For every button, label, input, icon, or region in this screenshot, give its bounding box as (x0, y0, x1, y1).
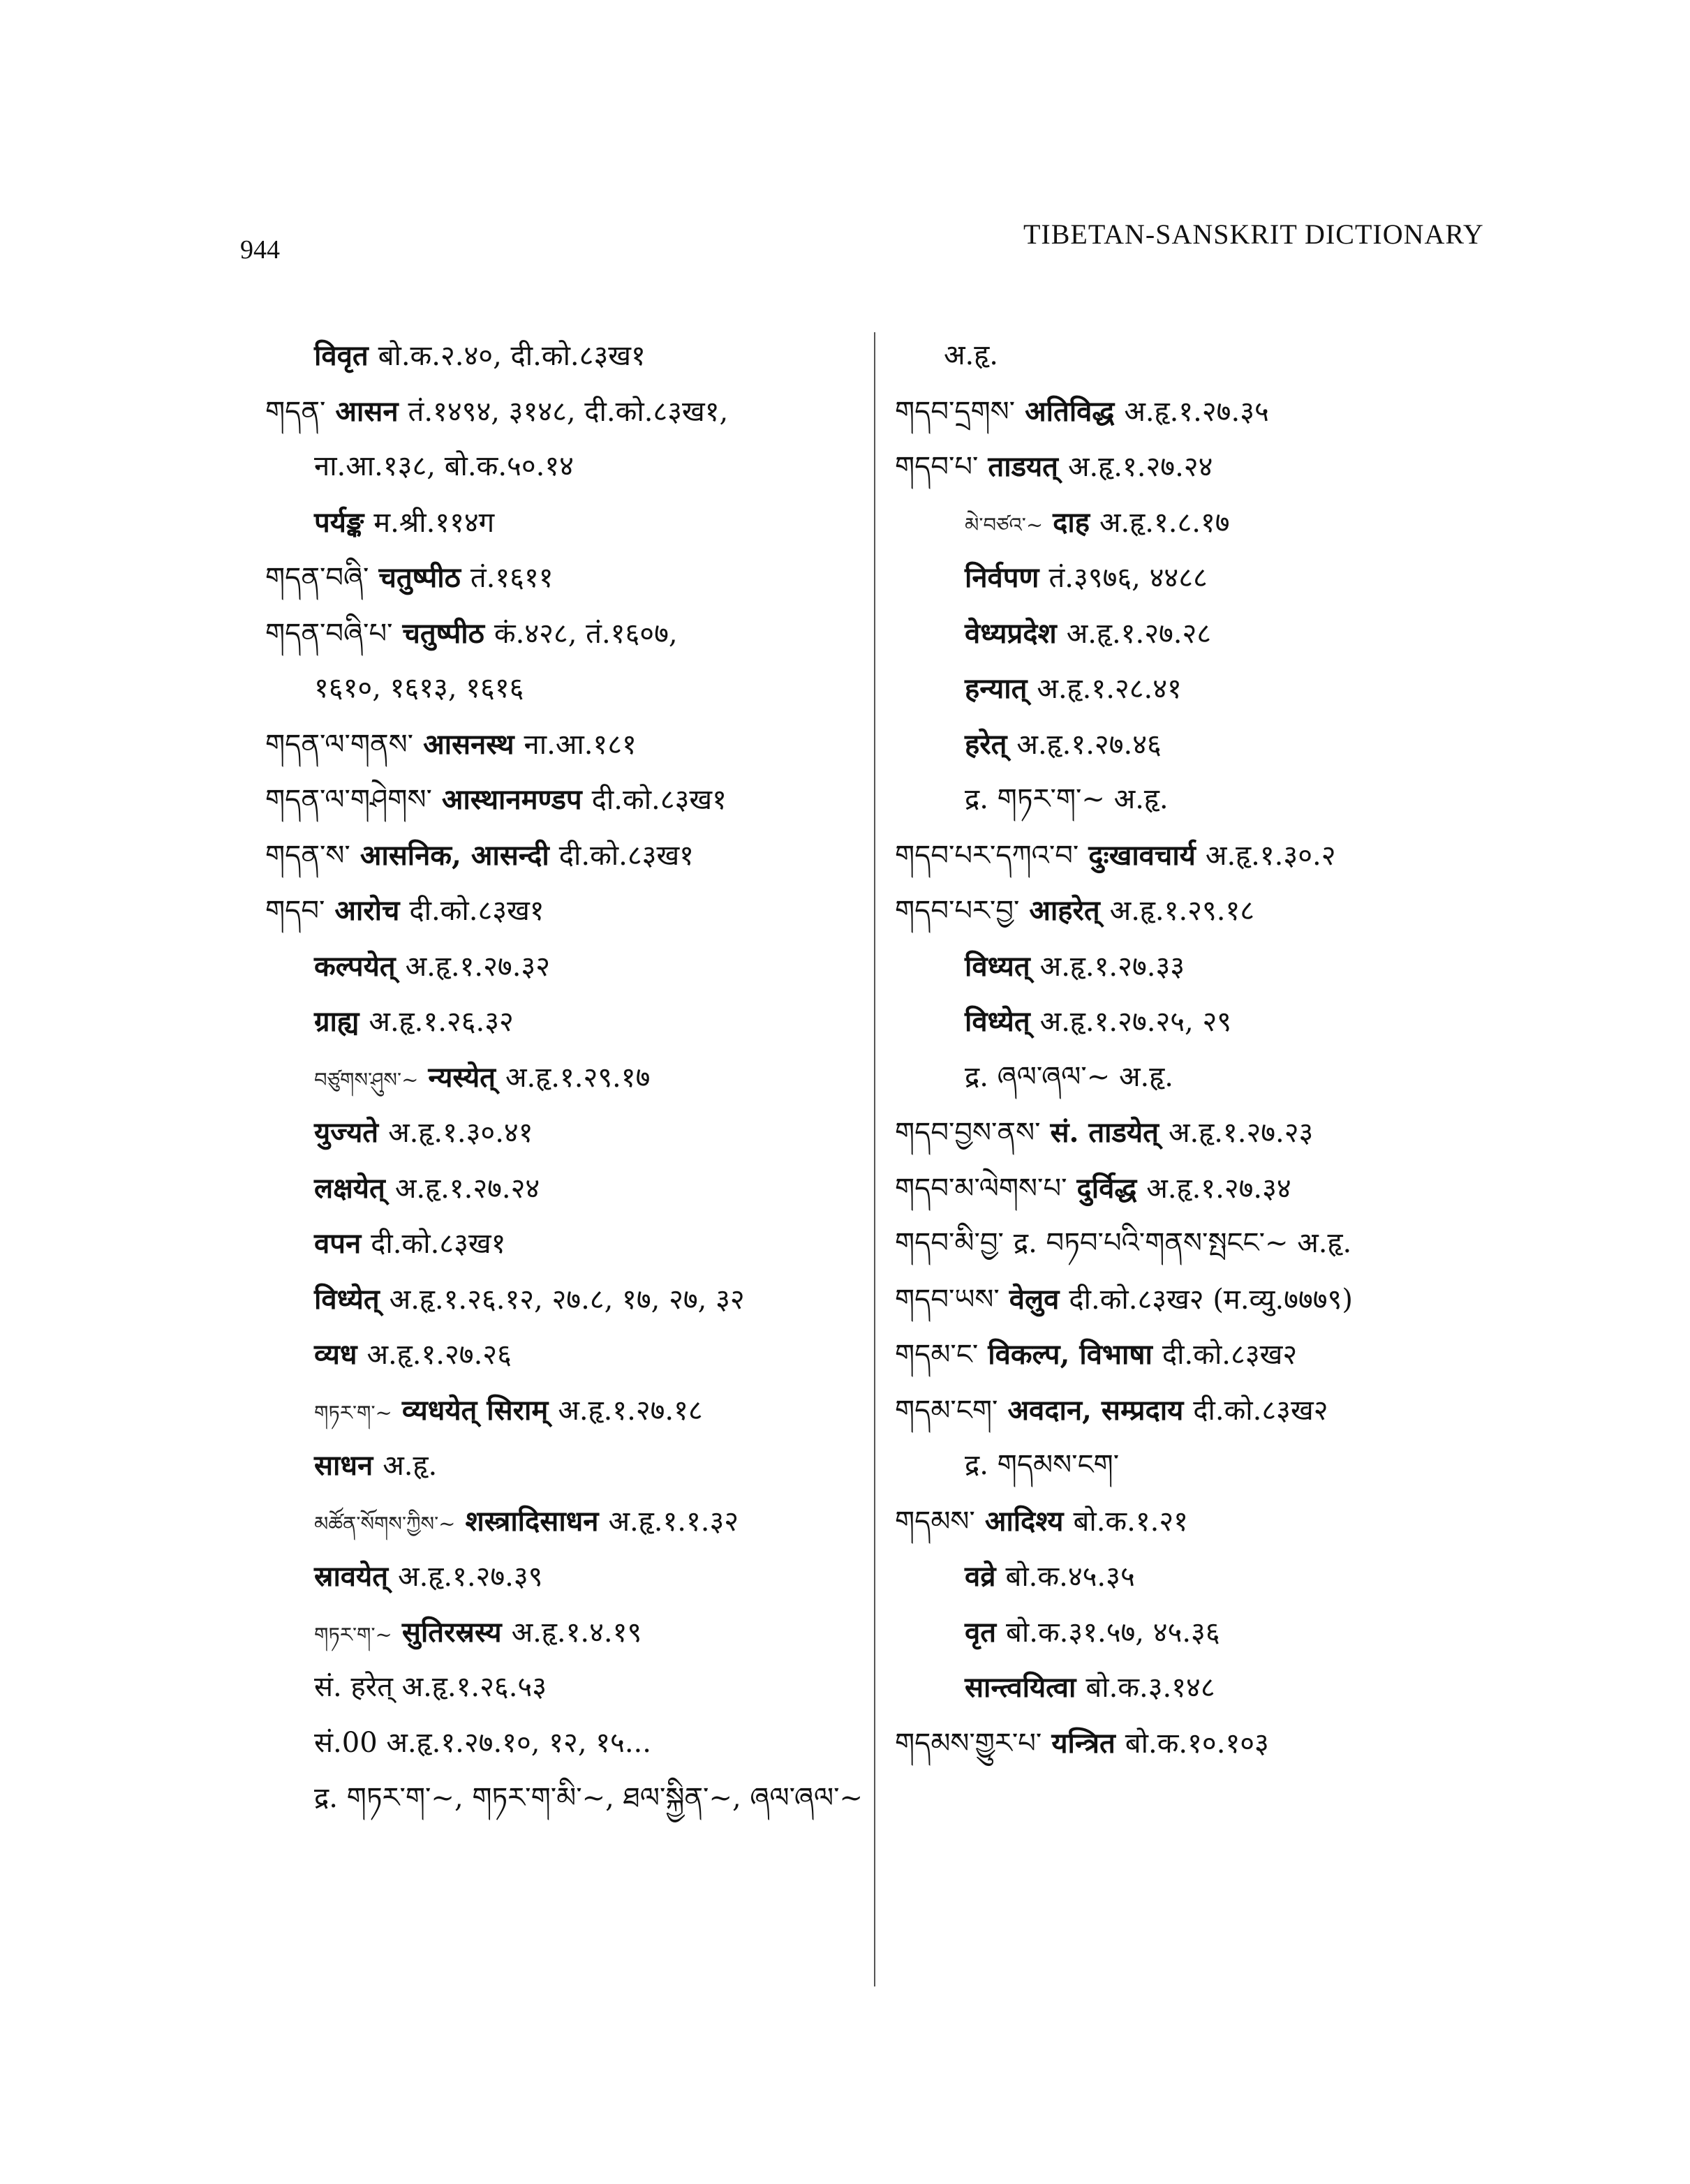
dictionary-entry (895, 772, 1523, 828)
dictionary-entry (265, 439, 866, 495)
source-reference: अ.हृ. (383, 1450, 438, 1482)
source-reference: दी.को.८३ख१ (591, 784, 727, 816)
sanskrit-equivalent: ताडयत् (988, 450, 1058, 483)
source-reference: अ.हृ.१.१.३२ (608, 1505, 739, 1538)
source-reference: कं.४२८, तं.१६०७, (494, 617, 678, 650)
tibetan-headword: གདན་བཞི་པ་ (265, 617, 393, 650)
tibetan-headword: གདམས་གྱུར་པ་ (895, 1727, 1042, 1760)
tibetan-headword: གདབ་མི་བྱ་ (895, 1227, 1004, 1259)
source-reference: अ.हृ.१.२६.३२ (369, 1006, 514, 1038)
dictionary-entry (265, 1771, 866, 1827)
sanskrit-equivalent: सान्त्वयित्वा (965, 1671, 1076, 1704)
dictionary-entry (895, 994, 1523, 1050)
sanskrit-equivalent: दुःखावचार्य (1088, 838, 1196, 872)
dictionary-entry (265, 772, 866, 828)
dictionary-entry (895, 495, 1523, 551)
dictionary-entry (895, 1327, 1523, 1383)
source-reference: बो.क.२.४०, दी.को.८३ख१ (378, 340, 646, 372)
source-reference: दी.को.८३ख२ (म.व्यु.७७७९) (1069, 1283, 1353, 1316)
source-reference: बो.क.३.१४८ (1085, 1672, 1215, 1704)
sanskrit-equivalent: ग्राह्य (314, 1005, 360, 1038)
sanskrit-equivalent: चतुष्पीठ (402, 616, 484, 650)
tibetan-headword: གདམ་ངག་ (895, 1394, 998, 1427)
tibetan-subword: གཏར་ག་~ (314, 1622, 392, 1647)
source-reference: अ.हृ.१.२९.१७ (505, 1061, 651, 1094)
source-reference: दी.को.८३ख१ (558, 839, 694, 872)
dictionary-entry (265, 1549, 866, 1605)
dictionary-entry (895, 1716, 1523, 1771)
dictionary-entry (895, 1605, 1523, 1661)
source-reference: दी.को.८३ख२ (1162, 1339, 1298, 1371)
dictionary-entry (895, 384, 1523, 440)
source-reference: द्र. གདམས་ངག་ (965, 1449, 1120, 1481)
tibetan-headword: གདམ་ང་ (895, 1339, 979, 1371)
dictionary-entry (895, 1216, 1523, 1272)
dictionary-entry (895, 1272, 1523, 1328)
source-reference: अ.हृ.१.२७.२४ (394, 1172, 540, 1205)
source-reference: सं.00 अ.हृ.१.२७.१०, १२, १५... (314, 1726, 651, 1759)
sanskrit-equivalent: हरेत् (965, 727, 1007, 761)
right-column (895, 328, 1523, 1771)
tibetan-headword: གདབ་ཡས་ (895, 1283, 1000, 1316)
dictionary-entry (265, 1161, 866, 1217)
left-column (265, 328, 866, 1827)
source-reference: अ.हृ.१.२७.३५ (1124, 395, 1269, 428)
dictionary-entry (265, 717, 866, 773)
tibetan-headword: གདབ་ (265, 895, 325, 927)
sanskrit-equivalent: आसनिक, आसन्दी (360, 838, 549, 872)
tibetan-headword: གདན་ (265, 395, 326, 428)
tibetan-headword: གདན་ས་ (265, 839, 350, 872)
tibetan-headword: གདམས་ (895, 1505, 975, 1538)
dictionary-entry (895, 1438, 1523, 1494)
source-reference: अ.हृ.१.२७.४६ (1016, 728, 1162, 761)
source-reference: ना.आ.१३८, बो.क.५०.१४ (314, 450, 574, 482)
tibetan-headword: གདན་བཞི་ (265, 562, 369, 594)
source-reference: दी.को.८३ख१ (371, 1228, 506, 1260)
sanskrit-equivalent: हन्यात् (965, 672, 1028, 705)
dictionary-entry (895, 1494, 1523, 1550)
source-reference: अ.हृ.१.२७.२८ (1066, 617, 1212, 650)
source-reference: अ.हृ.१.४.१९ (511, 1616, 642, 1649)
tibetan-headword: གདབ་མ་ལེགས་པ་ (895, 1172, 1067, 1205)
source-reference: द्र. ཞལ་ཞལ་~ अ.हृ. (965, 1060, 1173, 1093)
dictionary-entry (265, 1216, 866, 1272)
dictionary-entry (265, 1660, 866, 1716)
dictionary-entry (265, 1438, 866, 1494)
sanskrit-equivalent: आसन (335, 394, 399, 428)
sanskrit-equivalent: विकल्प, विभाषा (988, 1338, 1152, 1371)
sanskrit-equivalent: सुतिरस्रस्य (401, 1615, 502, 1649)
sanskrit-equivalent: साधन (314, 1449, 373, 1482)
dictionary-entry (895, 1161, 1523, 1217)
dictionary-entry (895, 1549, 1523, 1605)
source-reference: तं.३९७६, ४४८८ (1048, 562, 1208, 594)
tibetan-subword: མེ་བཙའ་~ (965, 512, 1044, 537)
tibetan-headword: གདབ་དྲགས་ (895, 395, 1016, 428)
sanskrit-equivalent: अतिविद्ध (1025, 394, 1115, 428)
sanskrit-equivalent: विध्येत् (965, 1005, 1030, 1038)
source-reference: अ.हृ.१.२९.१८ (1109, 895, 1255, 927)
sanskrit-equivalent: आरोच (334, 894, 400, 927)
tibetan-headword: གདན་ལ་གནས་ (265, 728, 414, 761)
sanskrit-equivalent: न्यस्येत् (428, 1060, 496, 1094)
source-reference: सं. हरेत् अ.हृ.१.२६.५३ (314, 1671, 547, 1703)
sanskrit-equivalent: कल्पयेत् (314, 949, 396, 983)
source-reference: द्र. གཏར་ག་~ अ.हृ. (965, 783, 1169, 815)
dictionary-entry (265, 384, 866, 440)
sanskrit-equivalent: लक्षयेत् (314, 1171, 385, 1205)
dictionary-entry (265, 328, 866, 384)
sanskrit-equivalent: यन्त्रित (1051, 1726, 1115, 1760)
source-reference: दी.को.८३ख२ (1193, 1394, 1328, 1427)
dictionary-entry (265, 495, 866, 551)
sanskrit-equivalent: स्रावयेत् (314, 1560, 389, 1593)
tibetan-headword: གདབ་པ་ (895, 451, 979, 483)
dictionary-entry (265, 1605, 866, 1661)
tibetan-subword: མཚོན་སོགས་ཀྱིས་~ (314, 1511, 456, 1536)
source-reference: दी.को.८३ख१ (409, 895, 544, 927)
dictionary-entry (895, 550, 1523, 606)
sanskrit-equivalent: अवदान, सम्प्रदाय (1007, 1393, 1184, 1427)
sanskrit-equivalent: व्यधयेत् सिराम् (401, 1393, 549, 1427)
source-reference: ना.आ.१८१ (524, 728, 637, 761)
dictionary-entry (265, 883, 866, 939)
source-reference: अ.हृ. (944, 339, 998, 371)
sanskrit-equivalent: वव्रे (965, 1560, 996, 1593)
source-reference: अ.हृ.१.२७.३४ (1146, 1172, 1291, 1205)
dictionary-entry (895, 1050, 1523, 1106)
dictionary-entry (265, 994, 866, 1050)
running-head: TIBETAN-SANSKRIT DICTIONARY (1023, 218, 1484, 250)
sanskrit-equivalent: वृत (965, 1615, 997, 1649)
dictionary-entry (895, 883, 1523, 939)
sanskrit-equivalent: दुर्विद्ध (1076, 1171, 1137, 1205)
sanskrit-equivalent: वपन (314, 1227, 362, 1260)
dictionary-entry (895, 328, 1523, 384)
source-reference: अ.हृ.१.२७.२५, २९ (1039, 1006, 1232, 1038)
dictionary-entry (895, 1383, 1523, 1439)
source-reference: अ.हृ.१.३०.४१ (388, 1117, 533, 1149)
dictionary-entry (895, 661, 1523, 717)
source-reference: बो.क.१.२१ (1073, 1505, 1188, 1538)
dictionary-entry (265, 1105, 866, 1161)
dictionary-entry (265, 550, 866, 606)
dictionary-entry (895, 606, 1523, 662)
sanskrit-equivalent: निर्वपण (965, 561, 1039, 594)
source-reference: अ.हृ.१.२७.२३ (1168, 1117, 1314, 1149)
source-reference: बो.क.१०.१०३ (1125, 1727, 1269, 1760)
dictionary-entry (265, 606, 866, 662)
sanskrit-equivalent: पर्यङ्क (314, 505, 364, 539)
source-reference: अ.हृ.१.२७.२४ (1067, 451, 1213, 483)
source-reference: द्र. གཏར་ག་~, གཏར་ག་མི་~, ཐལ་སྐྱིན་~, ཞལ་ཞལ་~ (314, 1782, 863, 1814)
tibetan-subword: གཏར་ག་~ (314, 1400, 392, 1425)
source-reference: अ.हृ.१.२८.४१ (1037, 673, 1182, 705)
sanskrit-equivalent: दाह (1053, 505, 1090, 539)
sanskrit-equivalent: विवृत (314, 339, 369, 372)
source-reference: तं.१४९४, ३१४८, दी.को.८३ख१, (408, 395, 729, 428)
tibetan-headword: གདབ་པར་བྱ་ (895, 895, 1020, 927)
sanskrit-equivalent: युज्यते (314, 1116, 379, 1149)
dictionary-entry (265, 1050, 866, 1106)
source-reference: अ.हृ.१.२७.१८ (558, 1394, 703, 1427)
source-reference: अ.हृ.१.२६.१२, २७.८, १७, २७, ३२ (389, 1283, 745, 1316)
dictionary-entry (895, 939, 1523, 995)
source-reference: अ.हृ.१.२७.२६ (366, 1339, 512, 1371)
sanskrit-equivalent: व्यध (314, 1338, 357, 1371)
sanskrit-equivalent: आसनस्थ (423, 727, 514, 761)
sanskrit-equivalent: शस्त्रादिसाधन (465, 1504, 599, 1538)
dictionary-entry (265, 828, 866, 884)
source-reference: म.श्री.११४ग (373, 506, 495, 539)
tibetan-subword: བཙུགས་ཤུས་~ (314, 1067, 419, 1092)
source-reference: द्र. བཏབ་པའི་གནས་སྤངང་~ अ.हृ. (1013, 1227, 1352, 1259)
dictionary-entry (895, 1660, 1523, 1716)
dictionary-entry (265, 1716, 866, 1771)
sanskrit-equivalent: आदिश्य (984, 1504, 1064, 1538)
source-reference: अ.हृ.१.२७.३३ (1039, 950, 1185, 983)
sanskrit-equivalent: सं. ताडयेत् (1050, 1116, 1159, 1149)
source-reference: बो.क.४५.३५ (1005, 1561, 1135, 1593)
dictionary-entry (265, 1494, 866, 1550)
source-reference: बो.क.३१.५७, ४५.३६ (1006, 1616, 1220, 1649)
dictionary-entry (265, 661, 866, 717)
dictionary-entry (895, 717, 1523, 773)
dictionary-entry (265, 1327, 866, 1383)
sanskrit-equivalent: चतुष्पीठ (378, 561, 461, 594)
tibetan-headword: གདབ་པར་དཀའ་བ་ (895, 839, 1079, 872)
dictionary-entry (265, 1383, 866, 1439)
sanskrit-equivalent: विध्येत् (314, 1282, 380, 1316)
sanskrit-equivalent: आस्थानमण्डप (441, 783, 582, 816)
sanskrit-equivalent: वेध्यप्रदेश (965, 616, 1057, 650)
dictionary-entry (265, 1272, 866, 1328)
source-reference: तं.१६११ (470, 562, 554, 594)
dictionary-entry (895, 439, 1523, 495)
sanskrit-equivalent: वेलुव (1009, 1282, 1060, 1316)
sanskrit-equivalent: आहरेत् (1029, 894, 1100, 927)
sanskrit-equivalent: विध्यत् (965, 949, 1030, 983)
dictionary-entry (895, 1105, 1523, 1161)
source-reference: १६१०, १६१३, १६१६ (314, 672, 524, 704)
source-reference: अ.हृ.१.२७.३९ (398, 1561, 543, 1593)
column-divider (874, 332, 875, 1986)
dictionary-entry (265, 939, 866, 995)
page-number: 944 (240, 235, 280, 265)
dictionary-entry (895, 828, 1523, 884)
tibetan-headword: གདབ་བྱས་ནས་ (895, 1117, 1041, 1149)
source-reference: अ.हृ.१.३०.२ (1205, 839, 1336, 872)
tibetan-headword: གདན་ལ་གཤེགས་ (265, 784, 432, 816)
source-reference: अ.हृ.१.२७.३२ (405, 950, 551, 983)
source-reference: अ.हृ.१.८.१७ (1099, 506, 1230, 539)
